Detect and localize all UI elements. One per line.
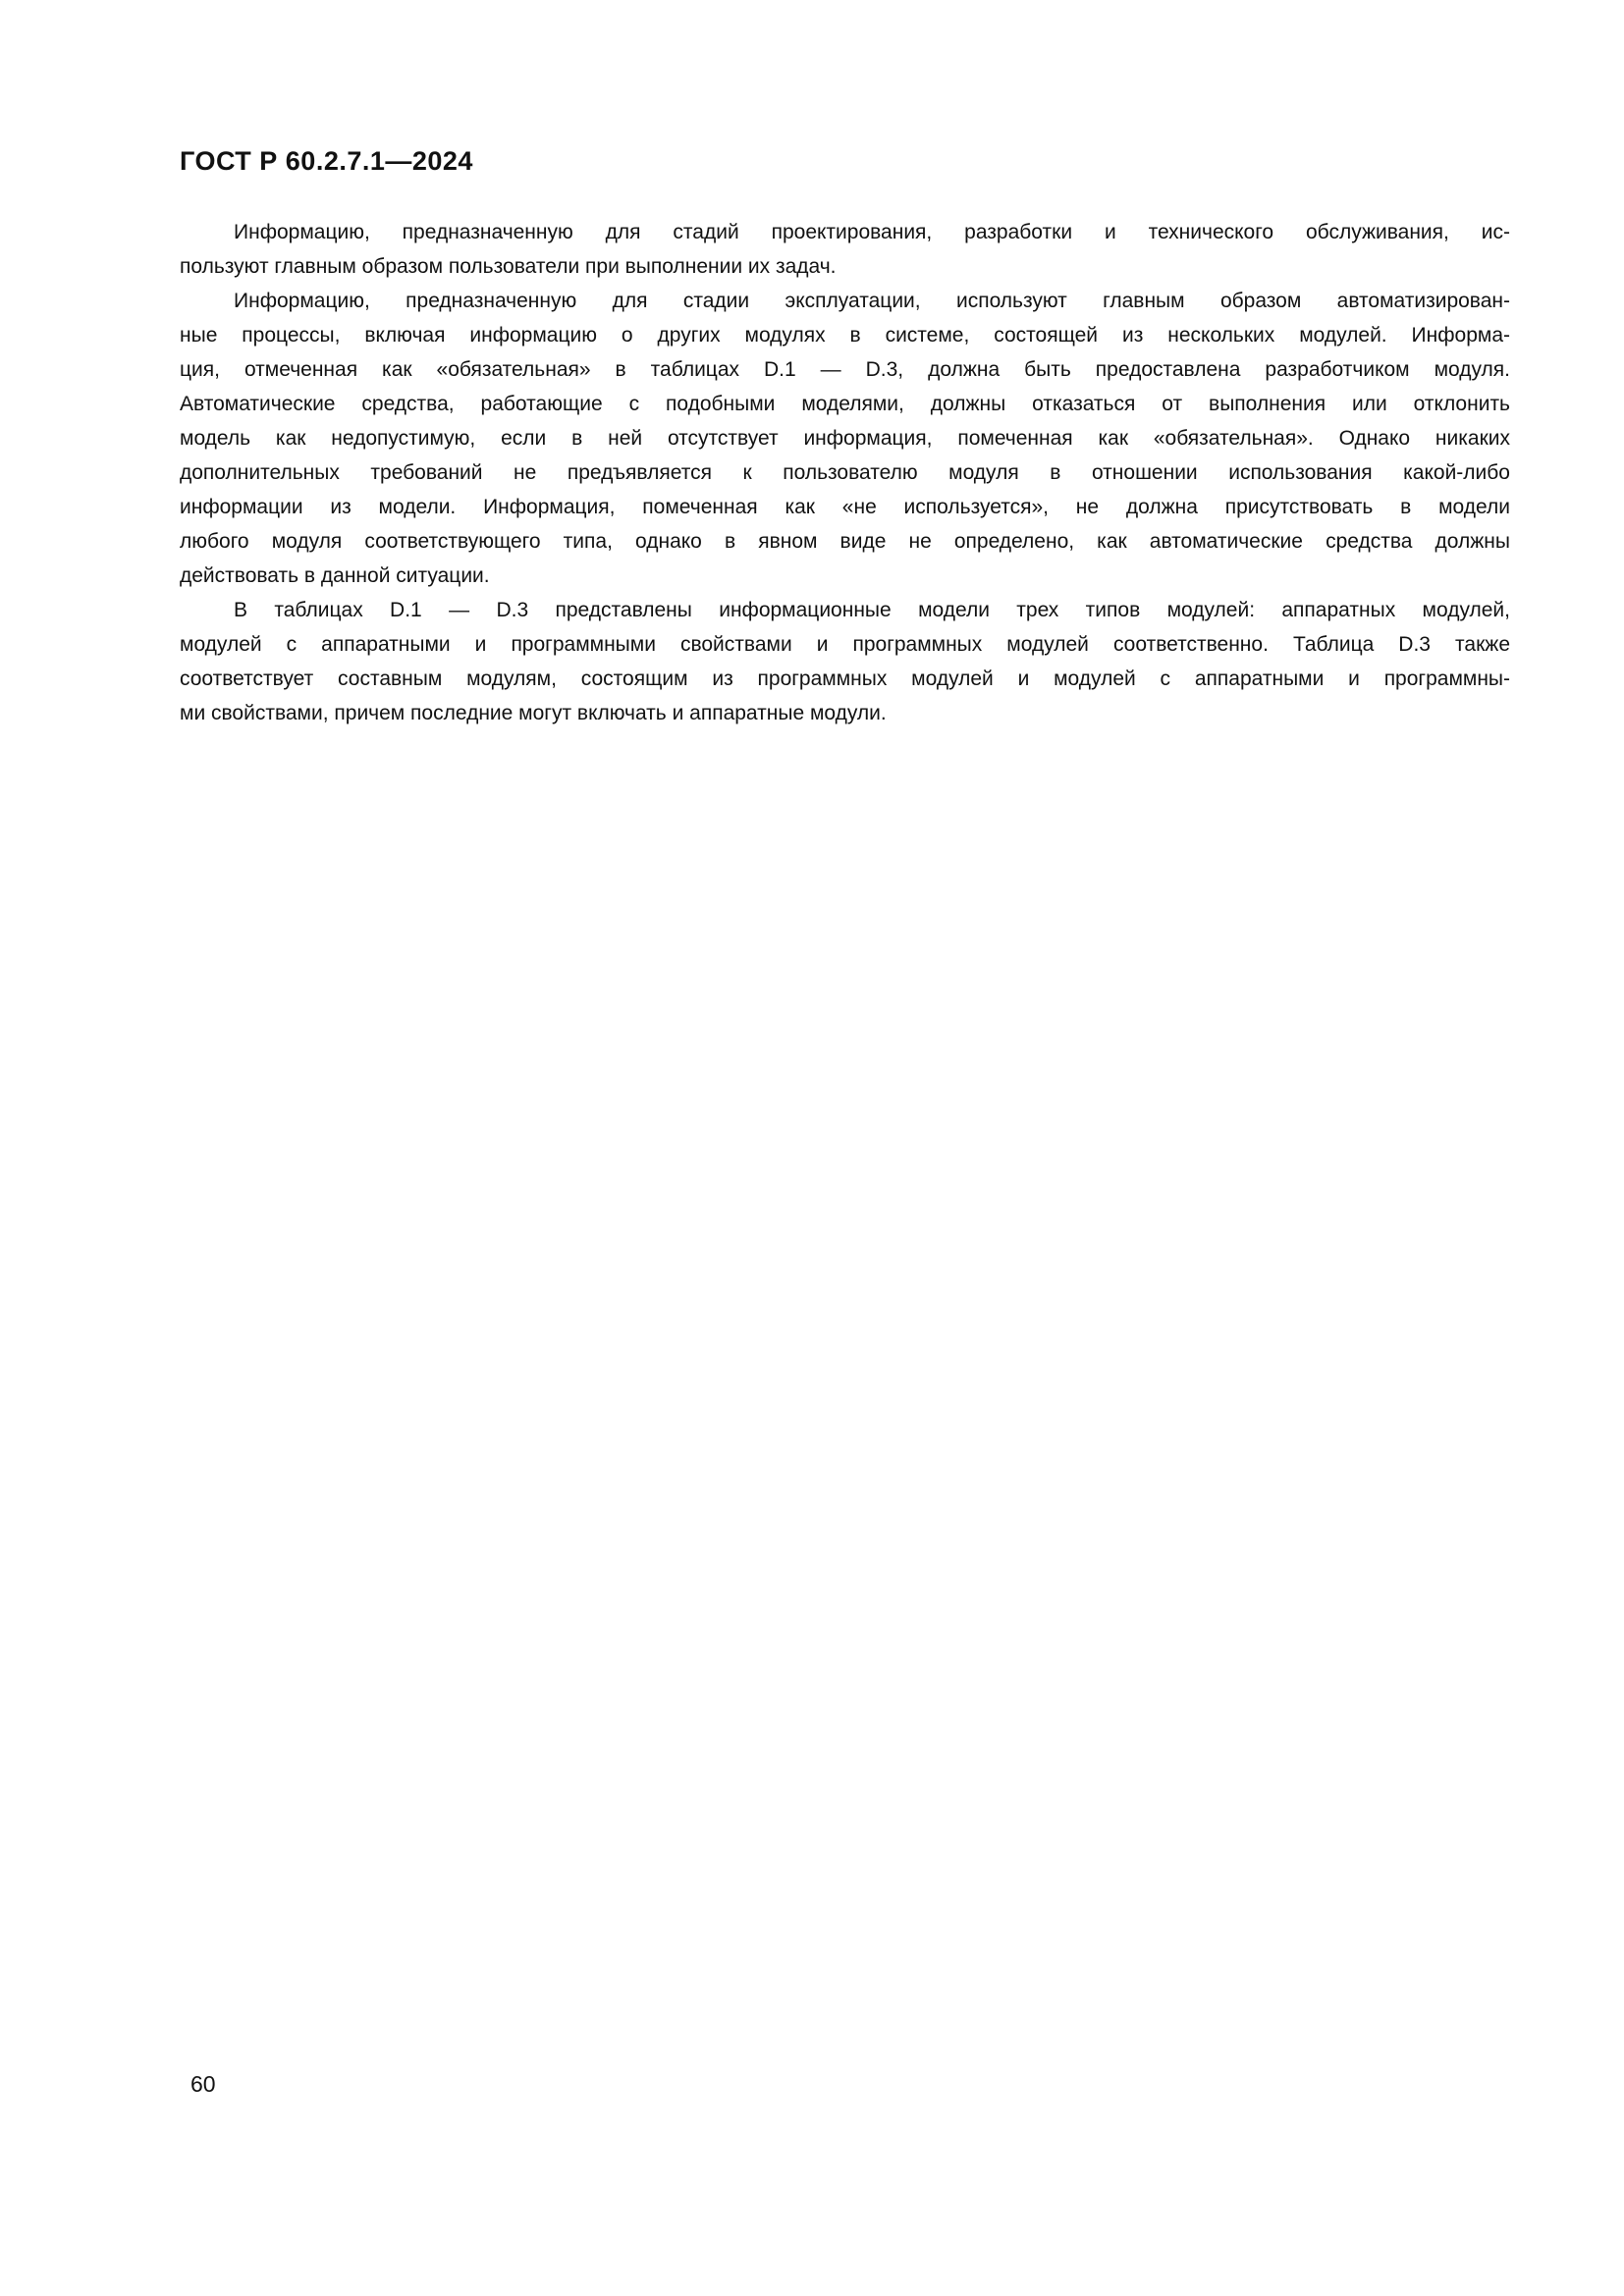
text-line: модулей с аппаратными и программными свойствами и программных модулей соответственно. Таблица D.3 также	[180, 633, 1510, 656]
text-line: Информацию, предназначенную для стадии эксплуатации, используют главным образом автоматизирован-	[234, 290, 1510, 312]
text-line: Автоматические средства, работающие с подобными моделями, должны отказаться от выполнения или отклонить	[180, 393, 1510, 415]
document-header: ГОСТ Р 60.2.7.1—2024	[180, 146, 473, 176]
text-line: В таблицах D.1 — D.3 представлены информационные модели трех типов модулей: аппаратных модулей,	[234, 599, 1510, 621]
text-line: ция, отмеченная как «обязательная» в таблицах D.1 — D.3, должна быть предоставлена разработчиком модуля.	[180, 358, 1510, 381]
text-line: пользуют главным образом пользователи при выполнении их задач.	[180, 255, 837, 278]
page-number: 60	[190, 2071, 216, 2097]
text-line: действовать в данной ситуации.	[180, 564, 490, 587]
text-line: любого модуля соответствующего типа, однако в явном виде не определено, как автоматические средства должны	[180, 530, 1510, 553]
text-line: дополнительных требований не предъявляется к пользователю модуля в отношении использования какой-либо	[180, 461, 1510, 484]
text-line: Информацию, предназначенную для стадий проектирования, разработки и технического обслуживания, ис-	[234, 221, 1510, 243]
text-line: информации из модели. Информация, помеченная как «не используется», не должна присутствовать в модели	[180, 496, 1510, 518]
text-line: ми свойствами, причем последние могут включать и аппаратные модули.	[180, 702, 887, 724]
body-text	[180, 215, 1510, 730]
text-line: ные процессы, включая информацию о других модулях в системе, состоящей из нескольких модулей. Информа-	[180, 324, 1510, 347]
text-line: соответствует составным модулям, состоящим из программных модулей и модулей с аппаратными и программны-	[180, 667, 1510, 690]
text-line: модель как недопустимую, если в ней отсутствует информация, помеченная как «обязательная». Однако никаких	[180, 427, 1510, 450]
